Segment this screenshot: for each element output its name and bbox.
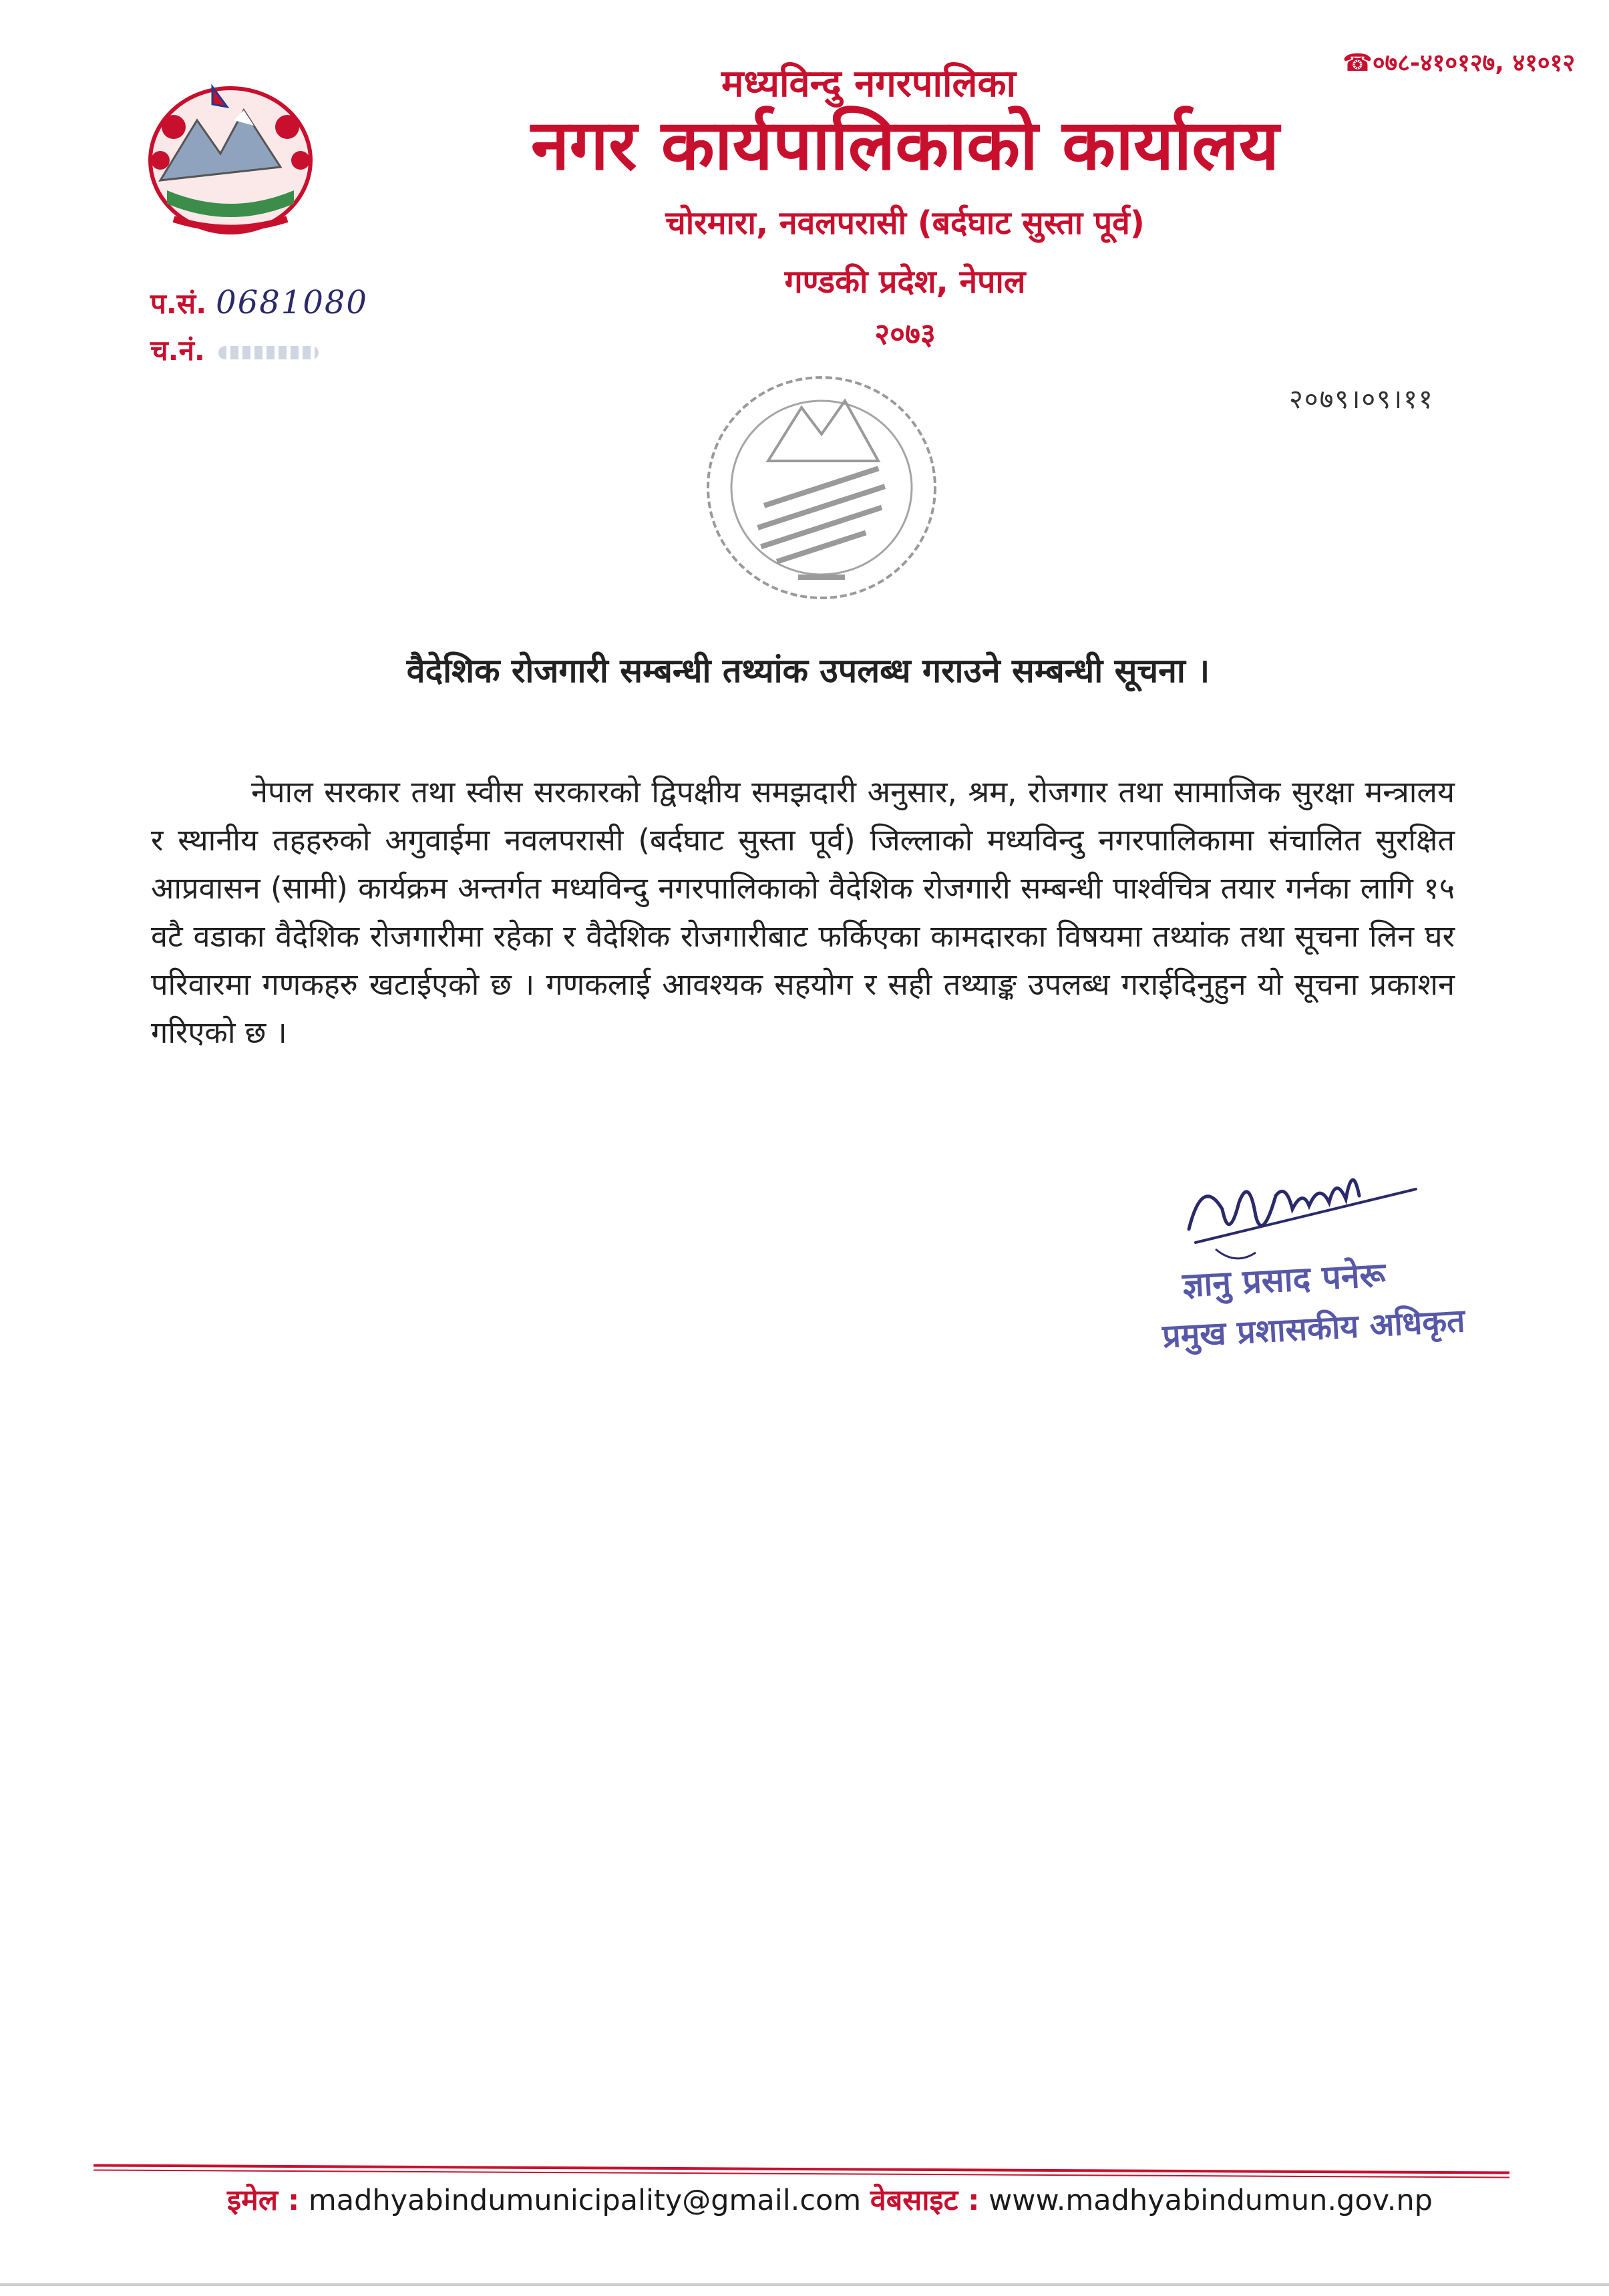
- notice-subject: वैदेशिक रोजगारी सम्बन्धी तथ्यांक उपलब्ध गराउने सम्बन्धी सूचना ।: [406, 651, 1210, 690]
- website-label: वेबसाइट :: [870, 2184, 980, 2217]
- signatory-name: ज्ञानु प्रसाद पनेरू: [1181, 1255, 1387, 1305]
- email-label: इमेल :: [227, 2184, 300, 2217]
- office-province: गण्डकी प्रदेश, नेपाल: [784, 263, 1026, 301]
- reference-number: [150, 284, 368, 322]
- dispatch-label: च.नं.: [150, 334, 205, 367]
- handwritten-signature-icon: [1176, 1149, 1429, 1269]
- letter-date: २०७९।०९।११: [1289, 384, 1434, 415]
- office-title: नगर कार्यपालिकाको कार्यालय: [530, 104, 1280, 186]
- office-address: चोरमारा, नवलपरासी (बर्दघाट सुस्ता पूर्व): [665, 204, 1145, 242]
- office-phone: ☎०७८-४१०१२७, ४१०१२: [1343, 49, 1576, 77]
- signatory-title: प्रमुख प्रशासकीय अधिकृत: [1161, 1302, 1466, 1355]
- dispatch-value-scribble: [218, 346, 319, 359]
- office-stamp-icon: [688, 361, 955, 621]
- established-year: २०७३: [874, 317, 936, 351]
- dispatch-number: [150, 331, 319, 369]
- email-address[interactable]: madhyabindumunicipality@gmail.com: [308, 2184, 862, 2217]
- reference-label: प.सं.: [150, 287, 207, 320]
- reference-value: 0681080: [216, 284, 368, 321]
- notice-body: नेपाल सरकार तथा स्वीस सरकारको द्विपक्षीय समझदारी अनुसार, श्रम, रोजगार तथा सामाजिक सुरक्षा मन्त्रालय र स्थानीय तहहरुको अगुवाईमा नवलपरासी (बर्दघाट सुस्ता पूर्व) जिल्लाको मध्यविन्दु नगरपालिकामा संचालित सुरक्षित आप्रवासन (सामी) कार्यक्रम अन्तर्गत मध्यविन्दु नगरपालिकाको वैदेशिक रोजगारी सम्बन्धी पार्श्वचित्र तयार गर्नका लागि १५ वटै वडाका वैदेशिक रोजगारीमा रहेका र वैदेशिक रोजगारीबाट फर्किएका कामदारका विषयमा तथ्यांक तथा सूचना लिन घर परिवारमा गणकहरु खटाईएको छ । गणकलाई आवश्यक सहयोग र सही तथ्याङ्क उपलब्ध गराईदिनुहुन यो सूचना प्रकाशन गरिएको छ ।: [151, 774, 1455, 1050]
- scan-edge: [0, 2283, 1609, 2286]
- footer-contact: [227, 2179, 1433, 2219]
- website-url[interactable]: www.madhyabindumun.gov.np: [989, 2184, 1433, 2217]
- nepal-emblem-icon: [134, 73, 327, 240]
- municipality-name: मध्यविन्दु नगरपालिका: [721, 62, 1017, 106]
